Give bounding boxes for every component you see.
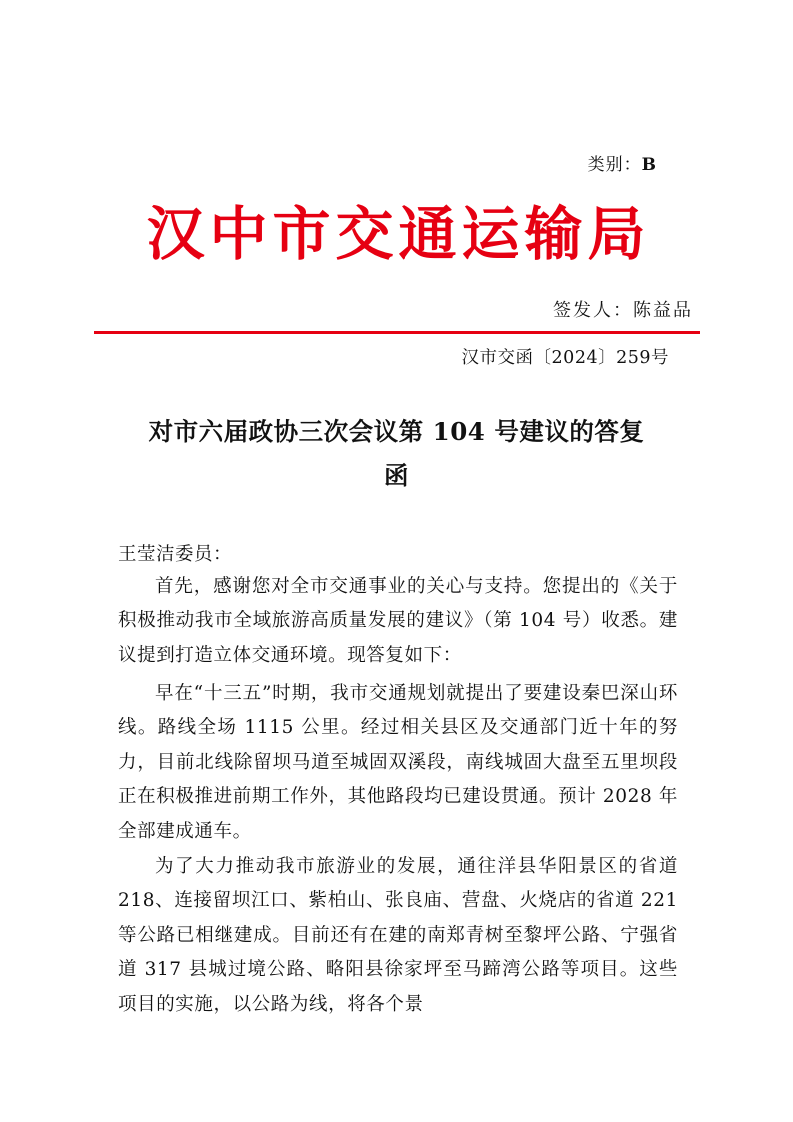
signer: 签发人：陈益品 xyxy=(553,300,693,321)
category-label-text: 类别： xyxy=(587,155,642,175)
organization-title: 汉中市交通运输局 xyxy=(146,200,651,268)
document-title-line-2: 函 xyxy=(384,461,409,490)
red-divider-line xyxy=(94,331,700,334)
body-paragraph: 为了大力推动我市旅游业的发展，通往洋县华阳景区的省道 218、连接留坝江口、紫柏山、张良庙、营盘、火烧店的省道 221 等公路已相继建成。目前还有在建的南郑青树至黎坪公路、宁强省道 317 县城过境公路、略阳县徐家坪至马蹄湾公路等项目。这些项目的实施，以公路为线，将各个景 xyxy=(118,856,678,1015)
category-value: B xyxy=(641,155,657,175)
salutation: 王莹洁委员： xyxy=(118,544,233,565)
body-paragraph: 首先，感谢您对全市交通事业的关心与支持。您提出的《关于积极推动我市全域旅游高质量发展的建议》（第 104 号）收悉。建议提到打造立体交通环境。现答复如下： xyxy=(118,576,678,666)
body-paragraph: 早在“十三五”时期，我市交通规划就提出了要建设秦巴深山环线。路线全场 1115 公里。经过相关县区及交通部门近十年的努力，目前北线除留坝马道至城固双溪段，南线城固大盘至五里坝段正在积极推进前期工作外，其他路段均已建设贯通。预计 2028 年全部建成通车。 xyxy=(118,683,678,842)
document-title-line-1: 对市六届政协三次会议第 104 号建议的答复 xyxy=(148,417,645,446)
document-number: 汉市交函〔2024〕259号 xyxy=(461,348,669,368)
category-label xyxy=(588,150,657,175)
document-title xyxy=(110,410,683,498)
